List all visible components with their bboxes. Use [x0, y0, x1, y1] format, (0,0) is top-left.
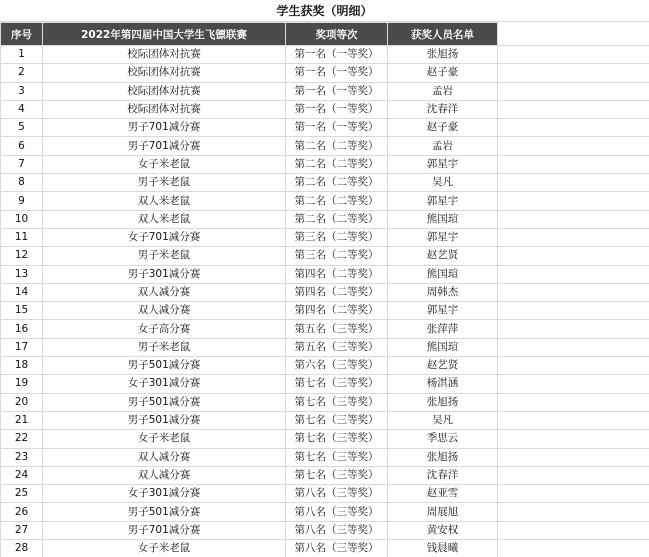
- cell-winner: 张萍萍: [388, 320, 498, 338]
- table-row: [1, 283, 649, 301]
- cell-event: 女子701减分赛: [43, 228, 286, 246]
- cell-winner: 吴凡: [388, 174, 498, 192]
- cell-award: 第五名（三等奖）: [286, 320, 388, 338]
- cell-serial: 10: [1, 210, 43, 228]
- cell-serial: 26: [1, 503, 43, 521]
- cell-award: 第二名（二等奖）: [286, 210, 388, 228]
- cell-winner: 孟岩: [388, 82, 498, 100]
- table-row: [1, 540, 649, 557]
- cell-empty: [498, 466, 649, 484]
- cell-award: 第二名（二等奖）: [286, 137, 388, 155]
- cell-event: 双人减分赛: [43, 448, 286, 466]
- cell-event: 女子301减分赛: [43, 485, 286, 503]
- cell-serial: 15: [1, 302, 43, 320]
- cell-winner: 赵艺贤: [388, 247, 498, 265]
- cell-award: 第七名（三等奖）: [286, 430, 388, 448]
- cell-empty: [498, 174, 649, 192]
- cell-award: 第七名（三等奖）: [286, 393, 388, 411]
- cell-award: 第四名（二等奖）: [286, 265, 388, 283]
- header-winners: 获奖人员名单: [388, 23, 498, 46]
- cell-serial: 21: [1, 411, 43, 429]
- cell-empty: [498, 430, 649, 448]
- cell-event: 男子701减分赛: [43, 137, 286, 155]
- cell-event: 男子米老鼠: [43, 174, 286, 192]
- cell-empty: [498, 503, 649, 521]
- cell-award: 第七名（三等奖）: [286, 466, 388, 484]
- cell-empty: [498, 64, 649, 82]
- cell-empty: [498, 521, 649, 539]
- cell-event: 双人米老鼠: [43, 192, 286, 210]
- cell-empty: [498, 82, 649, 100]
- cell-award: 第七名（三等奖）: [286, 411, 388, 429]
- cell-award: 第三名（二等奖）: [286, 247, 388, 265]
- cell-event: 双人减分赛: [43, 302, 286, 320]
- cell-winner: 周展旭: [388, 503, 498, 521]
- cell-serial: 5: [1, 119, 43, 137]
- cell-award: 第一名（一等奖）: [286, 64, 388, 82]
- cell-empty: [498, 302, 649, 320]
- cell-empty: [498, 265, 649, 283]
- cell-winner: 周韩杰: [388, 283, 498, 301]
- cell-event: 女子米老鼠: [43, 430, 286, 448]
- cell-event: 女子高分赛: [43, 320, 286, 338]
- cell-empty: [498, 540, 649, 557]
- cell-award: 第三名（二等奖）: [286, 228, 388, 246]
- cell-event: 双人米老鼠: [43, 210, 286, 228]
- table-row: [1, 155, 649, 173]
- cell-winner: 熊国瑄: [388, 265, 498, 283]
- cell-empty: [498, 283, 649, 301]
- table-row: [1, 100, 649, 118]
- cell-empty: [498, 357, 649, 375]
- header-empty-cell: [498, 23, 649, 46]
- table-row: [1, 411, 649, 429]
- cell-award: 第二名（二等奖）: [286, 155, 388, 173]
- cell-award: 第六名（三等奖）: [286, 357, 388, 375]
- cell-award: 第八名（三等奖）: [286, 521, 388, 539]
- cell-event: 男子米老鼠: [43, 247, 286, 265]
- cell-empty: [498, 320, 649, 338]
- table-row: [1, 485, 649, 503]
- cell-award: 第四名（二等奖）: [286, 302, 388, 320]
- cell-serial: 4: [1, 100, 43, 118]
- table-row: [1, 265, 649, 283]
- header-award: 奖项等次: [286, 23, 388, 46]
- cell-award: 第五名（三等奖）: [286, 338, 388, 356]
- cell-event: 校际团体对抗赛: [43, 64, 286, 82]
- header-row: [1, 23, 649, 46]
- cell-award: 第七名（三等奖）: [286, 448, 388, 466]
- table-row: [1, 430, 649, 448]
- cell-serial: 23: [1, 448, 43, 466]
- awards-table: [0, 22, 649, 557]
- cell-winner: 赵艺贤: [388, 357, 498, 375]
- cell-serial: 19: [1, 375, 43, 393]
- cell-serial: 7: [1, 155, 43, 173]
- table-row: [1, 137, 649, 155]
- cell-event: 男子米老鼠: [43, 338, 286, 356]
- cell-winner: 黄安权: [388, 521, 498, 539]
- table-row: [1, 357, 649, 375]
- header-event: 2022年第四届中国大学生飞镖联赛: [43, 23, 286, 46]
- cell-empty: [498, 375, 649, 393]
- cell-award: 第一名（一等奖）: [286, 119, 388, 137]
- cell-award: 第七名（三等奖）: [286, 375, 388, 393]
- cell-event: 男子501减分赛: [43, 393, 286, 411]
- table-row: [1, 210, 649, 228]
- table-row: [1, 338, 649, 356]
- cell-winner: 郭星宇: [388, 192, 498, 210]
- table-row: [1, 247, 649, 265]
- cell-serial: 27: [1, 521, 43, 539]
- cell-event: 女子米老鼠: [43, 540, 286, 557]
- cell-award: 第八名（三等奖）: [286, 540, 388, 557]
- table-row: [1, 320, 649, 338]
- table-row: [1, 448, 649, 466]
- cell-event: 校际团体对抗赛: [43, 100, 286, 118]
- cell-event: 男子501减分赛: [43, 411, 286, 429]
- table-row: [1, 503, 649, 521]
- cell-winner: 张旭扬: [388, 448, 498, 466]
- cell-winner: 赵子豪: [388, 119, 498, 137]
- cell-event: 男子301减分赛: [43, 265, 286, 283]
- cell-serial: 6: [1, 137, 43, 155]
- cell-event: 男子501减分赛: [43, 503, 286, 521]
- cell-serial: 24: [1, 466, 43, 484]
- cell-award: 第一名（一等奖）: [286, 82, 388, 100]
- cell-empty: [498, 485, 649, 503]
- cell-serial: 18: [1, 357, 43, 375]
- cell-serial: 12: [1, 247, 43, 265]
- cell-empty: [498, 100, 649, 118]
- cell-winner: 熊国瑄: [388, 210, 498, 228]
- cell-empty: [498, 192, 649, 210]
- sheet-title: 学生获奖（明细）: [0, 0, 649, 22]
- cell-award: 第二名（二等奖）: [286, 192, 388, 210]
- cell-serial: 13: [1, 265, 43, 283]
- cell-serial: 2: [1, 64, 43, 82]
- cell-serial: 20: [1, 393, 43, 411]
- cell-award: 第二名（二等奖）: [286, 174, 388, 192]
- cell-winner: 吴凡: [388, 411, 498, 429]
- cell-event: 校际团体对抗赛: [43, 46, 286, 64]
- cell-award: 第四名（二等奖）: [286, 283, 388, 301]
- cell-winner: 张旭扬: [388, 393, 498, 411]
- table-row: [1, 375, 649, 393]
- cell-empty: [498, 247, 649, 265]
- cell-event: 校际团体对抗赛: [43, 82, 286, 100]
- header-serial: 序号: [1, 23, 43, 46]
- table-row: [1, 174, 649, 192]
- cell-winner: 郭星宇: [388, 228, 498, 246]
- cell-serial: 28: [1, 540, 43, 557]
- cell-empty: [498, 448, 649, 466]
- table-row: [1, 521, 649, 539]
- cell-serial: 25: [1, 485, 43, 503]
- cell-award: 第八名（三等奖）: [286, 503, 388, 521]
- cell-serial: 11: [1, 228, 43, 246]
- cell-empty: [498, 137, 649, 155]
- cell-empty: [498, 46, 649, 64]
- cell-serial: 22: [1, 430, 43, 448]
- table-row: [1, 192, 649, 210]
- cell-serial: 16: [1, 320, 43, 338]
- cell-award: 第八名（三等奖）: [286, 485, 388, 503]
- table-row: [1, 64, 649, 82]
- table-row: [1, 228, 649, 246]
- table-row: [1, 119, 649, 137]
- cell-serial: 3: [1, 82, 43, 100]
- cell-serial: 9: [1, 192, 43, 210]
- cell-event: 男子501减分赛: [43, 357, 286, 375]
- cell-event: 女子米老鼠: [43, 155, 286, 173]
- table-body: [1, 46, 649, 557]
- cell-event: 双人减分赛: [43, 466, 286, 484]
- cell-winner: 季思云: [388, 430, 498, 448]
- cell-winner: 沈春洋: [388, 466, 498, 484]
- cell-empty: [498, 155, 649, 173]
- cell-winner: 赵亚雪: [388, 485, 498, 503]
- cell-empty: [498, 228, 649, 246]
- cell-winner: 沈春洋: [388, 100, 498, 118]
- cell-winner: 郭星宇: [388, 302, 498, 320]
- table-row: [1, 82, 649, 100]
- table-row: [1, 466, 649, 484]
- cell-serial: 1: [1, 46, 43, 64]
- table-row: [1, 302, 649, 320]
- cell-winner: 赵子豪: [388, 64, 498, 82]
- cell-event: 男子701减分赛: [43, 119, 286, 137]
- cell-empty: [498, 210, 649, 228]
- cell-event: 女子301减分赛: [43, 375, 286, 393]
- cell-empty: [498, 338, 649, 356]
- cell-serial: 14: [1, 283, 43, 301]
- cell-winner: 杨淇涵: [388, 375, 498, 393]
- cell-award: 第一名（一等奖）: [286, 100, 388, 118]
- table-row: [1, 46, 649, 64]
- cell-winner: 钱晨曦: [388, 540, 498, 557]
- cell-serial: 8: [1, 174, 43, 192]
- cell-event: 男子701减分赛: [43, 521, 286, 539]
- cell-event: 双人减分赛: [43, 283, 286, 301]
- cell-winner: 张旭扬: [388, 46, 498, 64]
- cell-empty: [498, 411, 649, 429]
- table-row: [1, 393, 649, 411]
- cell-winner: 郭星宇: [388, 155, 498, 173]
- cell-serial: 17: [1, 338, 43, 356]
- cell-winner: 熊国瑄: [388, 338, 498, 356]
- cell-award: 第一名（一等奖）: [286, 46, 388, 64]
- cell-empty: [498, 119, 649, 137]
- cell-winner: 孟岩: [388, 137, 498, 155]
- cell-empty: [498, 393, 649, 411]
